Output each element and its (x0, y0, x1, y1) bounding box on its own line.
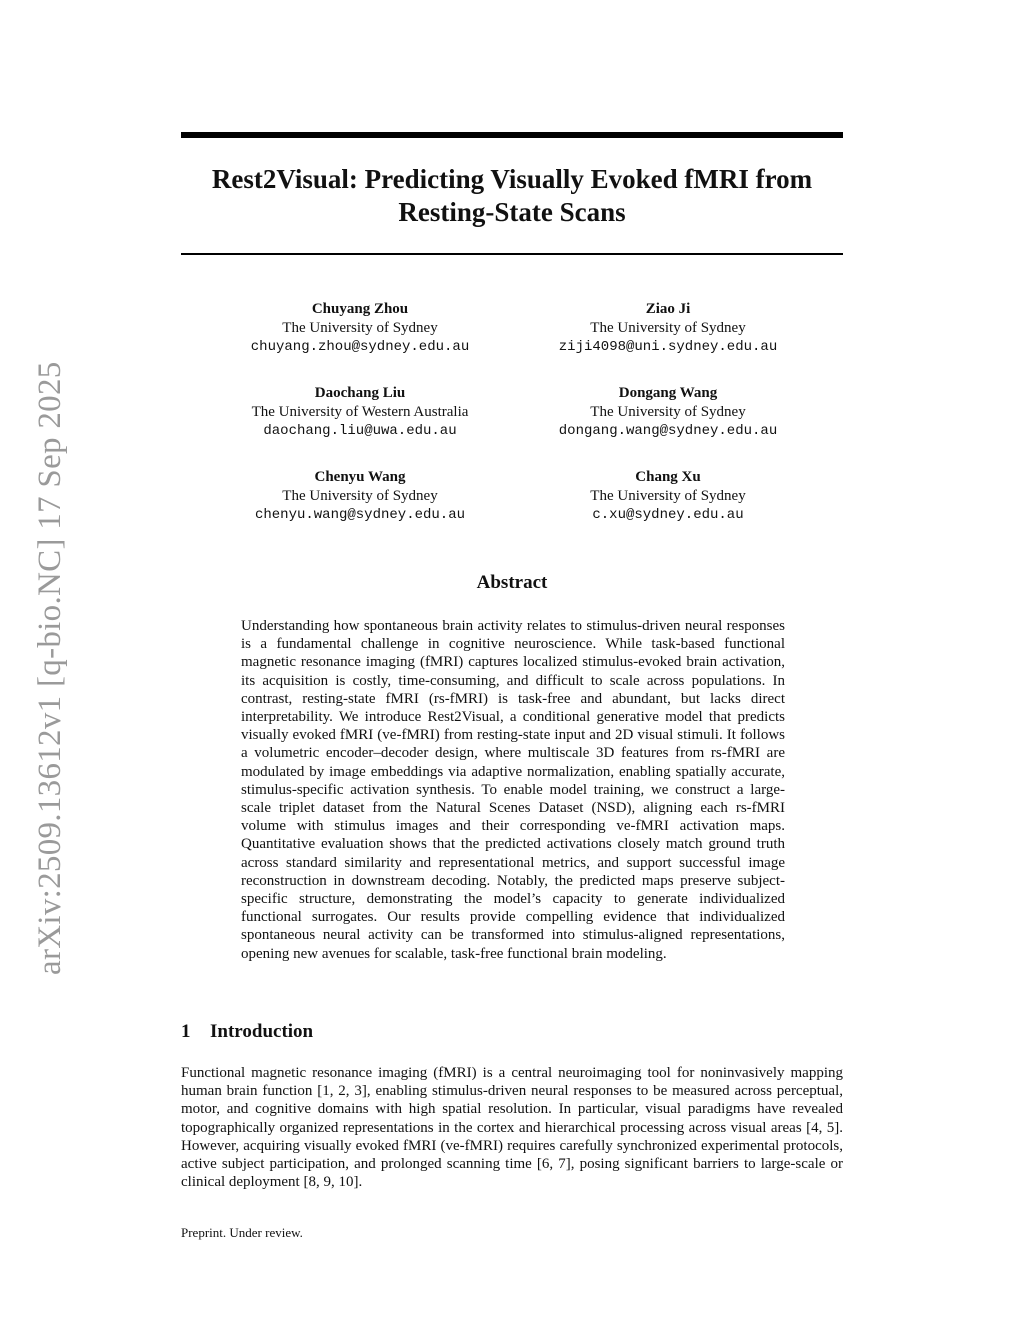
arxiv-identifier: arXiv:2509.13612v1 [q-bio.NC] 17 Sep 2025 (32, 361, 68, 975)
author-affiliation: The University of Sydney (282, 488, 438, 504)
author-block (508, 300, 828, 357)
title-bottom-rule (181, 253, 843, 255)
abstract-body: Understanding how spontaneous brain activity relates to stimulus-driven neural responses is a fundamental challenge in cognitive neuroscience. While task-based functional magnetic resonance imaging (fMRI) captures localized stimulus-evoked brain activation, its acquisition is costly, time-consuming, and difficult to scale across populations. In contrast, resting-state fMRI (rs-fMRI) is task-free and abundant, but lacks direct interpretability. We introduce Rest2Visual, a conditional generative model that predicts visually evoked fMRI (ve-fMRI) from resting-state input and 2D visual stimuli. It follows a volumetric encoder–decoder design, where multiscale 3D features from rs-fMRI are modulated by image embeddings via adaptive normalization, enabling spatially accurate, stimulus-specific activation synthesis. To enable model training, we construct a large-scale triplet dataset from the Natural Scenes Dataset (NSD), aligning each rs-fMRI volume with stimulus images and their corresponding ve-fMRI activation maps. Quantitative evaluation shows that the predicted activations closely match ground truth across standard similarity and representational metrics, and support successful image reconstruction in downstream decoding. Notably, the predicted maps preserve subject-specific structure, demonstrating the model’s capacity to generate individualized functional surrogates. Our results provide compelling evidence that individualized spontaneous neural activity can be transformed into stimulus-aligned representations, opening new avenues for scalable, task-free functional brain modeling. (241, 618, 785, 962)
author-name: Chuyang Zhou (311, 301, 409, 317)
author-name: Ziao Ji (645, 301, 691, 317)
author-email: chenyu.wang@sydney.edu.au (254, 507, 466, 523)
paper-title (181, 163, 843, 229)
author-affiliation: The University of Sydney (590, 320, 746, 336)
preprint-footer: Preprint. Under review. (181, 1225, 303, 1240)
author-block (200, 384, 520, 441)
author-block (200, 300, 520, 357)
author-name: Chenyu Wang (314, 469, 406, 485)
author-email: chuyang.zhou@sydney.edu.au (250, 339, 470, 355)
author-email: c.xu@sydney.edu.au (592, 507, 744, 523)
author-affiliation: The University of Sydney (590, 404, 746, 420)
section-heading (181, 1020, 313, 1043)
author-affiliation: The University of Western Australia (251, 404, 469, 420)
author-name: Dongang Wang (618, 385, 718, 401)
author-email: dongang.wang@sydney.edu.au (558, 423, 778, 439)
paper-title-line-2: Resting-State Scans (398, 197, 626, 227)
author-block (200, 468, 520, 525)
author-name: Chang Xu (635, 469, 701, 485)
title-top-rule (181, 132, 843, 138)
author-block (508, 384, 828, 441)
section-number: 1 (181, 1021, 191, 1042)
introduction-paragraph: Functional magnetic resonance imaging (fMRI) is a central neuroimaging tool for noninvasively mapping human brain function [1, 2, 3], enabling stimulus-driven neural responses to be measured across perceptual, motor, and cognitive domains with high spatial resolution. In particular, visual paradigms have revealed topographically organized representations in the cortex and hierarchical processing across visual areas [4, 5]. However, acquiring visually evoked fMRI (ve-fMRI) requires carefully synchronized experimental protocols, active subject participation, and prolonged scanning time [6, 7], posing significant barriers to large-scale or clinical deployment [8, 9, 10]. (181, 1065, 843, 1191)
author-email: ziji4098@uni.sydney.edu.au (558, 339, 778, 355)
author-email: daochang.liu@uwa.edu.au (263, 423, 457, 439)
author-affiliation: The University of Sydney (590, 488, 746, 504)
author-name: Daochang Liu (314, 385, 406, 401)
paper-title-line-1: Rest2Visual: Predicting Visually Evoked fMRI from (211, 164, 813, 194)
author-affiliation: The University of Sydney (282, 320, 438, 336)
section-title: Introduction (210, 1021, 314, 1042)
abstract-heading: Abstract (476, 572, 548, 593)
author-block (508, 468, 828, 525)
